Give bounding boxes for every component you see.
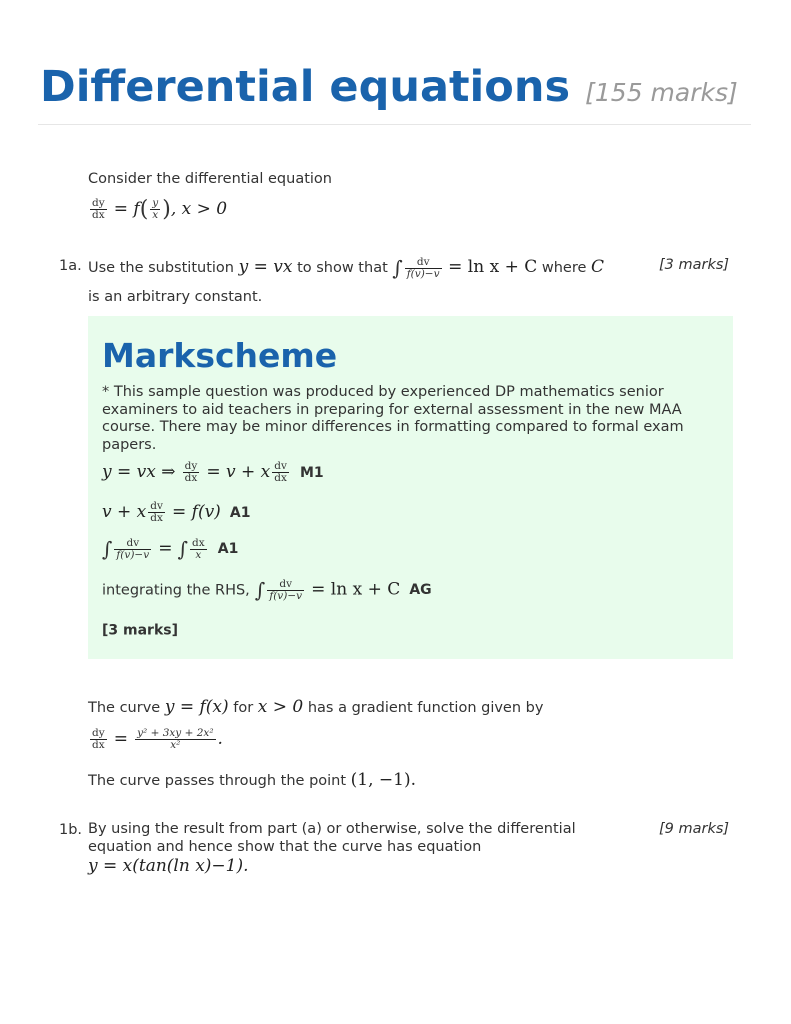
markscheme-line-1: y = vx ⇒ $\frac{dy}{dx}$ = v + x $\frac{dv}{dx}$ M1 [102,460,324,484]
intro-eq-rhs: = f [113,199,140,219]
question-1a-marks: [3 marks] [659,257,730,273]
intro-text: Consider the differential equation [88,171,332,187]
markscheme-line-4: integrating the RHS, ∫ $\frac{dv}{f(v)-v}$ = ln x + C AG [102,577,432,602]
question-1b-number: 1b. [59,822,83,838]
mark-m1: M1 [300,464,324,481]
markscheme-note: * This sample question was produced by experienced DP mathematics senior examiners to aid teachers in preparing for external assessment in the new MAA course. There may be minor differences in formatting compared to formal exam papers. [102,384,684,453]
markscheme-line-2: v + x $\frac{dv}{dx}$ = f(v) A1 [102,500,251,524]
total-marks: [155 marks] [585,78,738,107]
page-title: Differential equations [40,62,571,112]
question-1b-equation: y = x(tan(ln x)−1). [88,856,249,876]
title-divider [38,124,751,125]
page-title-row [40,62,738,112]
question-1a-text-line2: is an arbitrary constant. [88,289,263,305]
intro-eq-condition: , x > 0 [170,199,228,219]
markscheme-total: [3 marks] [102,622,178,639]
question-1a-text: Use the substitution y = vx to show that ∫ $\frac{dv}{f(v)-v}$ = ln x + C where C [88,255,605,280]
question-1a-number: 1a. [59,258,82,274]
intro-equation: $\frac{dy}{dx}$ = f( $\frac{y}{x}$ ), x > 0 [92,197,228,222]
markscheme-line-3: ∫ $\frac{dv}{f(v)-v}$ = ∫ $\frac{dx}{x}$ A1 [102,536,239,561]
gradient-equation: $\frac{dy}{dx}$ = $\frac{\text{y² + 3xy + 2x²}}{\text{x²}}$ . [92,727,223,751]
markscheme-panel [88,316,733,659]
question-1b-marks: [9 marks] [659,821,730,837]
intro-eq-inner: $\frac{y}{x}$ [152,197,159,221]
mark-a1-first: A1 [229,504,251,521]
question-1b-text: By using the result from part (a) or otherwise, solve the differential equation and hence show that the curve has equation [88,821,576,855]
markscheme-heading: Markscheme [102,336,338,375]
context-line-1: The curve y = f(x) for x > 0 has a gradient function given by [88,697,544,717]
mark-ag: AG [409,582,432,598]
context-line-2: The curve passes through the point (1, −1). [88,770,417,790]
intro-eq-lhs: $\frac{dy}{dx}$ [92,197,105,221]
mark-a1-second: A1 [217,541,239,557]
